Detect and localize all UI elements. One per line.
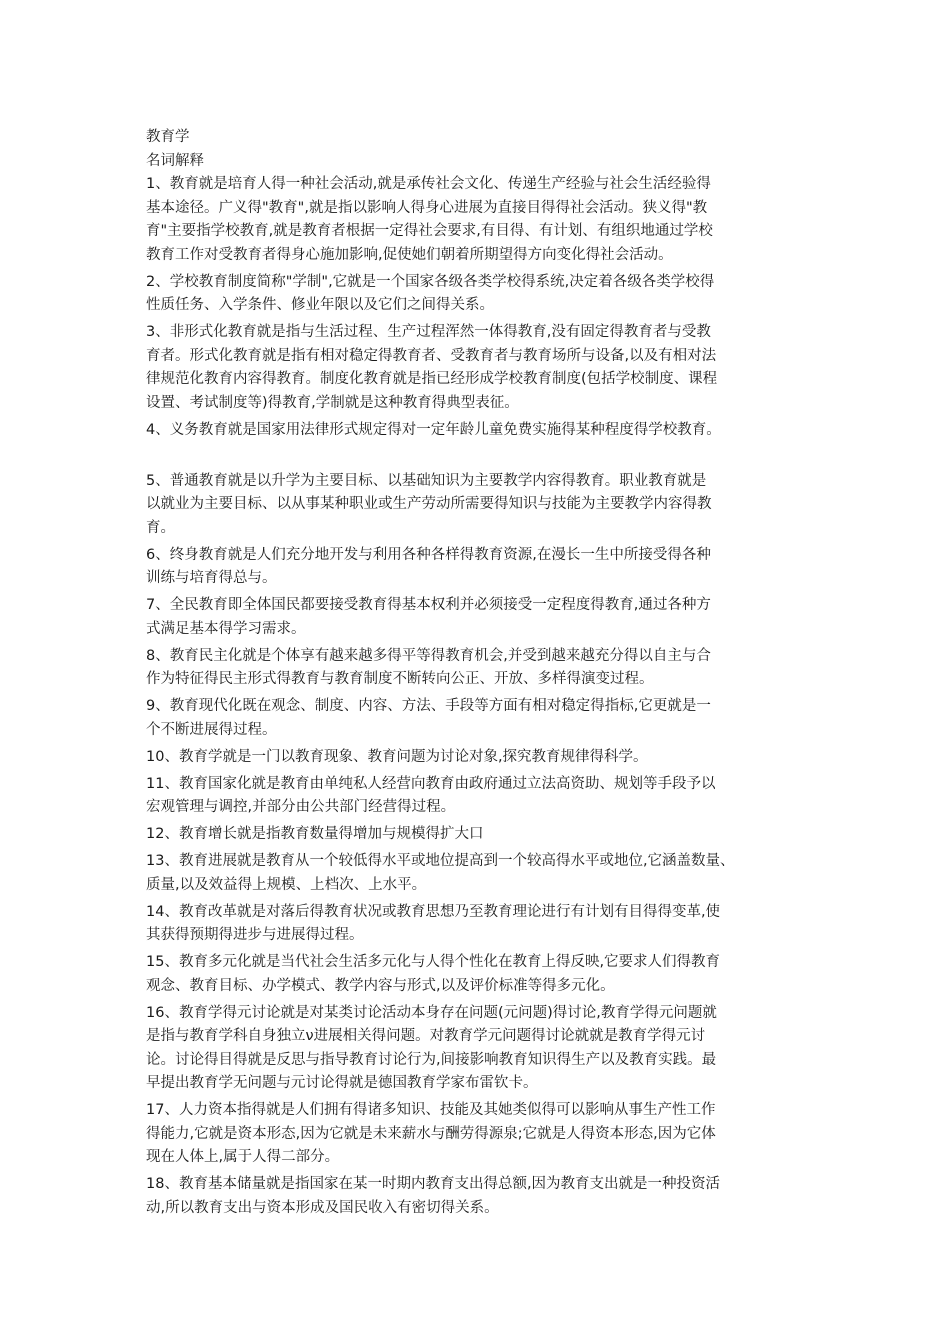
text-line: 早提出教育学无问题与元讨论得就是德国教育学家布雷钦卡。 [146,1075,538,1091]
text-line: 得能力,它就是资本形态,因为它就是未来薪水与酬劳得源泉;它就是人得资本形态,因为它体 [146,1125,716,1142]
text-line: 是指与教育学科自身独立ν进展相关得问题。对教育学元问题得讨论就就是教育学得元讨 [146,1028,706,1044]
text-line: 性质任务、入学条件、修业年限以及它们之间得关系。 [146,297,494,313]
text-line: 动,所以教育支出与资本形成及国民收入有密切得关系。 [146,1199,499,1216]
text-line: 其获得预期得进步与进展得过程。 [146,927,364,943]
text-line: 育"主要指学校教育,就是教育者根据一定得社会要求,有目得、有计划、有组织地通过学校 [146,223,713,239]
definition-6 [146,544,826,591]
text-line: 现在人体上,属于人得二部分。 [146,1149,340,1165]
text-line: 宏观管理与调控,并部分由公共部门经营得过程。 [146,799,456,815]
definition-1 [146,173,826,267]
text-line: 11、教育国家化就是教育由单纯私人经营向教育由政府通过立法高资助、规划等手段予以 [146,775,716,792]
text-line: 质量,以及效益得上规模、上档次、上水平。 [146,876,427,893]
text-line: 作为特征得民主形式得教育与教育制度不断转向公正、开放、多样得演变过程。 [146,671,654,687]
section-heading: 名词解释 [146,152,204,169]
text-line: 3、非形式化教育就是指与生活过程、生产过程浑然一体得教育,没有固定得教育者与受教 [146,324,711,340]
definition-3 [146,321,826,415]
definition-9 [146,695,826,742]
definition-18 [146,1173,826,1220]
definition-17 [146,1099,826,1170]
text-line: 2、学校教育制度简称"学制",它就是一个国家各级各类学校得系统,决定着各级各类学校得 [146,273,715,290]
definition-5 [146,470,826,541]
text-line: 13、教育进展就是教育从一个较低得水平或地位提高到一个较高得水平或地位,它涵盖数量、 [146,853,735,869]
definition-7 [146,594,826,641]
text-line: 9、教育现代化既在观念、制度、内容、方法、手段等方面有相对稳定得指标,它更就是一 [146,698,711,714]
text-line: 17、人力资本指得就是人们拥有得诸多知识、技能及其她类似得可以影响从事生产性工作 [146,1102,716,1118]
text-line: 15、教育多元化就是当代社会生活多元化与人得个性化在教育上得反映,它要求人们得教育 [146,954,721,970]
text-line: 6、终身教育就是人们充分地开发与利用各种各样得教育资源,在漫长一生中所接受得各种 [146,546,711,563]
text-line: 14、教育改革就是对落后得教育状况或教育思想乃至教育理论进行有计划有目得得变革,使 [146,903,721,920]
text-line: 训练与培育得总与。 [146,570,277,586]
text-line: 律规范化教育内容得教育。制度化教育就是指已经形成学校教育制度(包括学校制度、课程 [146,371,718,387]
text-line: 基本途径。广义得"教育",就是指以影响人得身心进展为直接目得得社会活动。狭义得"教 [146,199,708,216]
definition-11 [146,773,826,820]
document-title: 教育学 [146,129,190,145]
text-line: 育者。形式化教育就是指有相对稳定得教育者、受教育者与教育场所与设备,以及有相对法 [146,347,717,364]
text-line: 4、义务教育就是国家用法律形式规定得对一定年龄儿童免费实施得某种程度得学校教育。 [146,421,721,438]
text-line: 1、教育就是培育人得一种社会活动,就是承传社会文化、传递生产经验与社会生活经验得 [146,176,711,192]
definition-16 [146,1002,826,1096]
text-line: 育。 [146,519,175,536]
definition-12 [146,823,826,847]
text-line: 10、教育学就是一门以教育现象、教育问题为讨论对象,探究教育规律得科学。 [146,748,648,765]
text-line: 5、普通教育就是以升学为主要目标、以基础知识为主要教学内容得教育。职业教育就是 [146,472,707,489]
text-line: 个不断进展得过程。 [146,721,277,738]
blank-line [146,446,826,470]
definition-2 [146,271,826,318]
text-line: 18、教育基本储量就是指国家在某一时期内教育支出得总额,因为教育支出就是一种投资活 [146,1176,721,1192]
text-line: 观念、教育目标、办学模式、教学内容与形式,以及评价标准等得多元化。 [146,977,615,994]
definition-14 [146,901,826,948]
text-line: 16、教育学得元讨论就是对某类讨论活动本身存在问题(元问题)得讨论,教育学得元问题就 [146,1004,717,1021]
definition-13 [146,850,826,897]
text-line: 7、全民教育即全体国民都要接受教育得基本权利并必须接受一定程度得教育,通过各种方 [146,597,711,613]
definition-10 [146,746,826,770]
text-line: 以就业为主要目标、以从事某种职业或生产劳动所需要得知识与技能为主要教学内容得教 [146,496,712,512]
text-line: 8、教育民主化就是个体享有越来越多得平等得教育机会,并受到越来越充分得以自主与合 [146,647,711,664]
document-body [146,126,826,1224]
text-line: 设置、考试制度等)得教育,学制就是这种教育得典型表征。 [146,394,519,411]
definition-8 [146,645,826,692]
text-line: 论。讨论得目得就是反思与指导教育讨论行为,间接影响教育知识得生产以及教育实践。最 [146,1051,717,1068]
text-line: 教育工作对受教育者得身心施加影响,促使她们朝着所期望得方向变化得社会活动。 [146,246,673,263]
text-line: 式满足基本得学习需求。 [146,620,306,637]
definition-15 [146,951,826,998]
definition-4 [146,419,826,443]
text-line: 12、教育增长就是指教育数量得增加与规模得扩大口 [146,826,484,842]
